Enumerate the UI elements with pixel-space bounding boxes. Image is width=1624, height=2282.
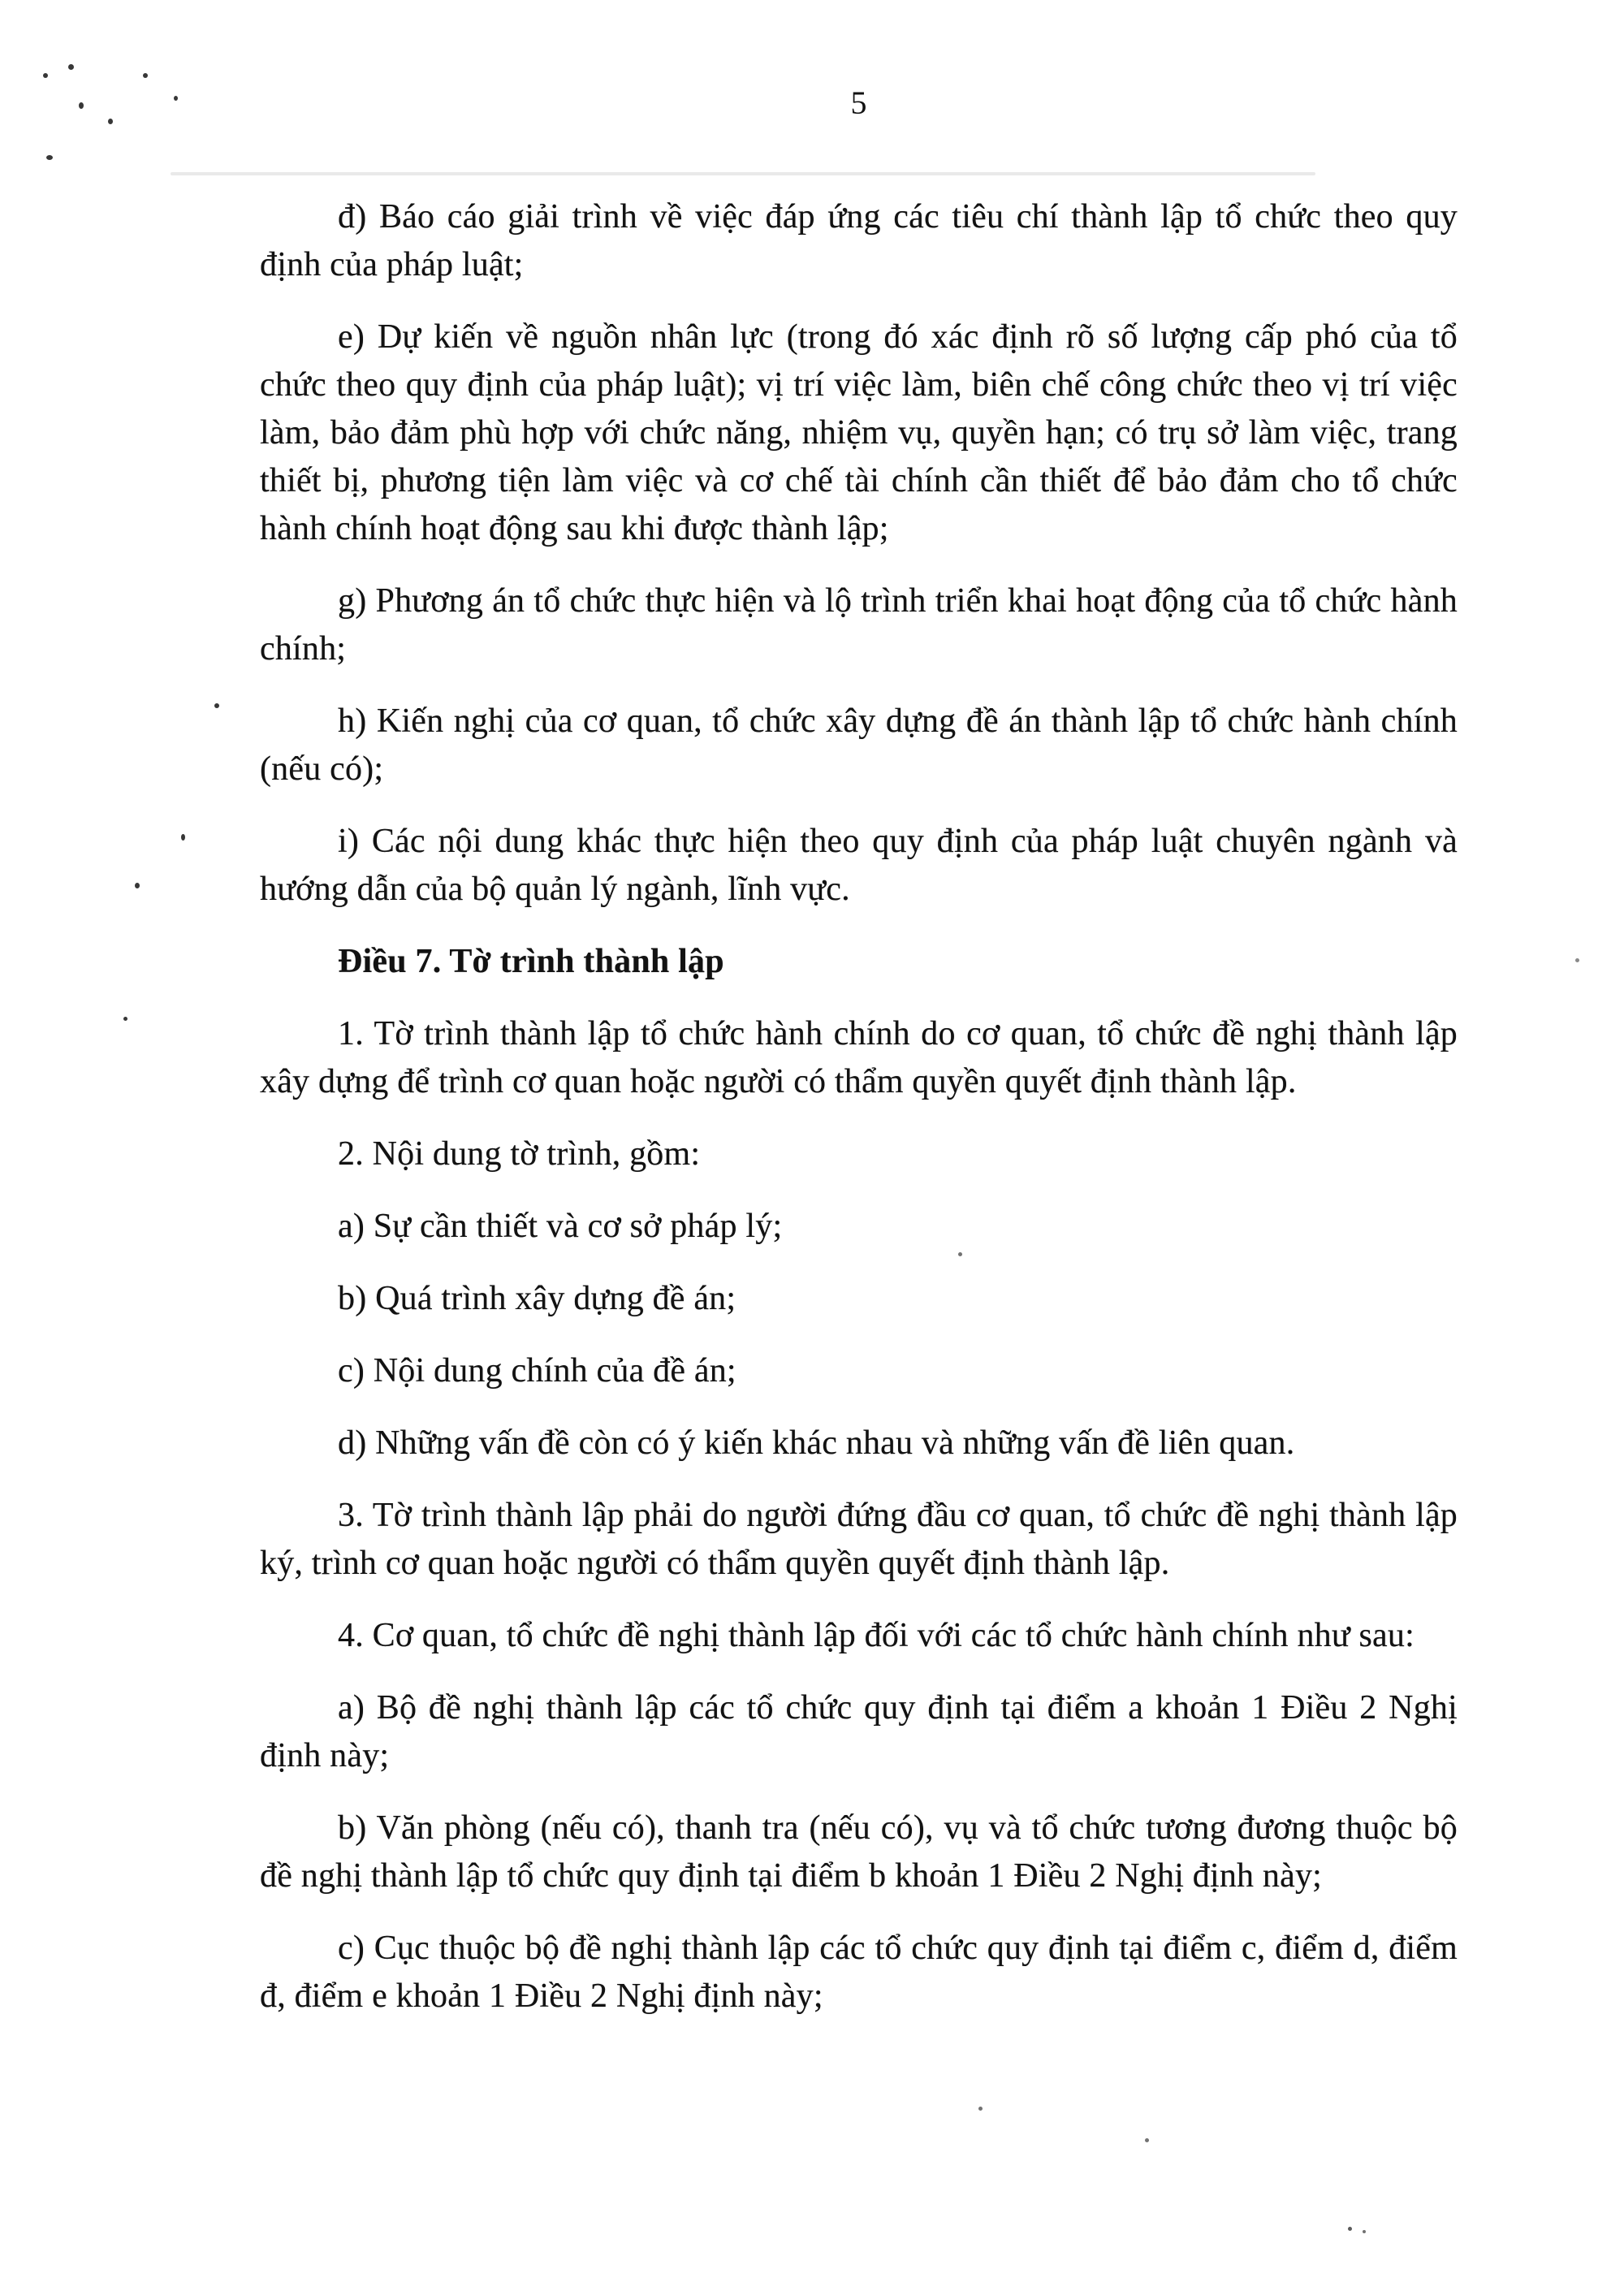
scan-speck [214,703,219,708]
document-body [260,193,1458,2045]
paragraph-clause-4: 4. Cơ quan, tổ chức đề nghị thành lập đối với các tổ chức hành chính như sau: [338,1617,1415,1654]
paragraph-point-g: g) Phương án tổ chức thực hiện và lộ trình triển khai hoạt động của tổ chức hành chính; [260,582,1458,668]
paragraph-clause-4-point-b: b) Văn phòng (nếu có), thanh tra (nếu có), vụ và tổ chức tương đương thuộc bộ đề nghị thành lập tổ chức quy định tại điểm b khoản 1 Điều 2 Nghị định này; [260,1809,1458,1895]
scan-speck [1363,2230,1366,2233]
paragraph-clause-1: 1. Tờ trình thành lập tổ chức hành chính do cơ quan, tổ chức đề nghị thành lập xây dựng để trình cơ quan hoặc người có thẩm quyền quyết định thành lập. [260,1015,1458,1100]
paragraph-clause-4-point-a: a) Bộ đề nghị thành lập các tổ chức quy định tại điểm a khoản 1 Điều 2 Nghị định này; [260,1689,1458,1774]
paragraph-clause-4-point-c: c) Cục thuộc bộ đề nghị thành lập các tổ chức quy định tại điểm c, điểm d, điểm đ, điểm e khoản 1 Điều 2 Nghị định này; [260,1930,1458,2015]
scan-speck [123,1017,127,1021]
scan-speck [135,883,140,888]
scan-streak [171,172,1315,175]
paragraph-clause-2: 2. Nội dung tờ trình, gồm: [338,1135,701,1173]
paragraph-clause-2-point-c: c) Nội dung chính của đề án; [338,1352,736,1390]
article-7-heading: Điều 7. Tờ trình thành lập [338,943,724,980]
paragraph-clause-2-point-b: b) Quá trình xây dựng đề án; [338,1280,736,1317]
paragraph-point-dd: đ) Báo cáo giải trình về việc đáp ứng các tiêu chí thành lập tổ chức theo quy định của pháp luật; [260,198,1458,283]
paragraph-clause-2-point-a: a) Sự cần thiết và cơ sở pháp lý; [338,1208,783,1245]
scan-speck [143,73,148,78]
paragraph-clause-2-point-d: d) Những vấn đề còn có ý kiến khác nhau và những vấn đề liên quan. [338,1424,1295,1462]
scan-speck [46,155,53,160]
paragraph-point-h: h) Kiến nghị của cơ quan, tổ chức xây dựng đề án thành lập tổ chức hành chính (nếu có); [260,702,1458,788]
scan-speck [68,64,74,70]
scan-speck [181,834,185,841]
paragraph-point-e: e) Dự kiến về nguồn nhân lực (trong đó xác định rõ số lượng cấp phó của tổ chức theo quy định của pháp luật); vị trí việc làm, biên chế công chức theo vị trí việc làm, bảo đảm phù hợp với chức năng, nhiệm vụ, quyền hạn; có trụ sở làm việc, trang thiết bị, phương tiện làm việc và cơ chế tài chính cần thiết để bảo đảm cho tổ chức hành chính hoạt động sau khi được thành lập; [260,318,1458,547]
scan-speck [1145,2138,1149,2142]
page-number: 5 [850,84,867,121]
scan-speck [978,2107,983,2111]
scan-speck [108,119,113,124]
scan-speck [43,73,48,78]
scan-speck [174,96,178,101]
paragraph-point-i: i) Các nội dung khác thực hiện theo quy định của pháp luật chuyên ngành và hướng dẫn của bộ quản lý ngành, lĩnh vực. [260,823,1458,908]
scan-speck [1575,958,1579,962]
paragraph-clause-3: 3. Tờ trình thành lập phải do người đứng đầu cơ quan, tổ chức đề nghị thành lập ký, trình cơ quan hoặc người có thẩm quyền quyết định thành lập. [260,1497,1458,1582]
scan-speck [1348,2227,1352,2231]
scan-speck [79,102,84,109]
